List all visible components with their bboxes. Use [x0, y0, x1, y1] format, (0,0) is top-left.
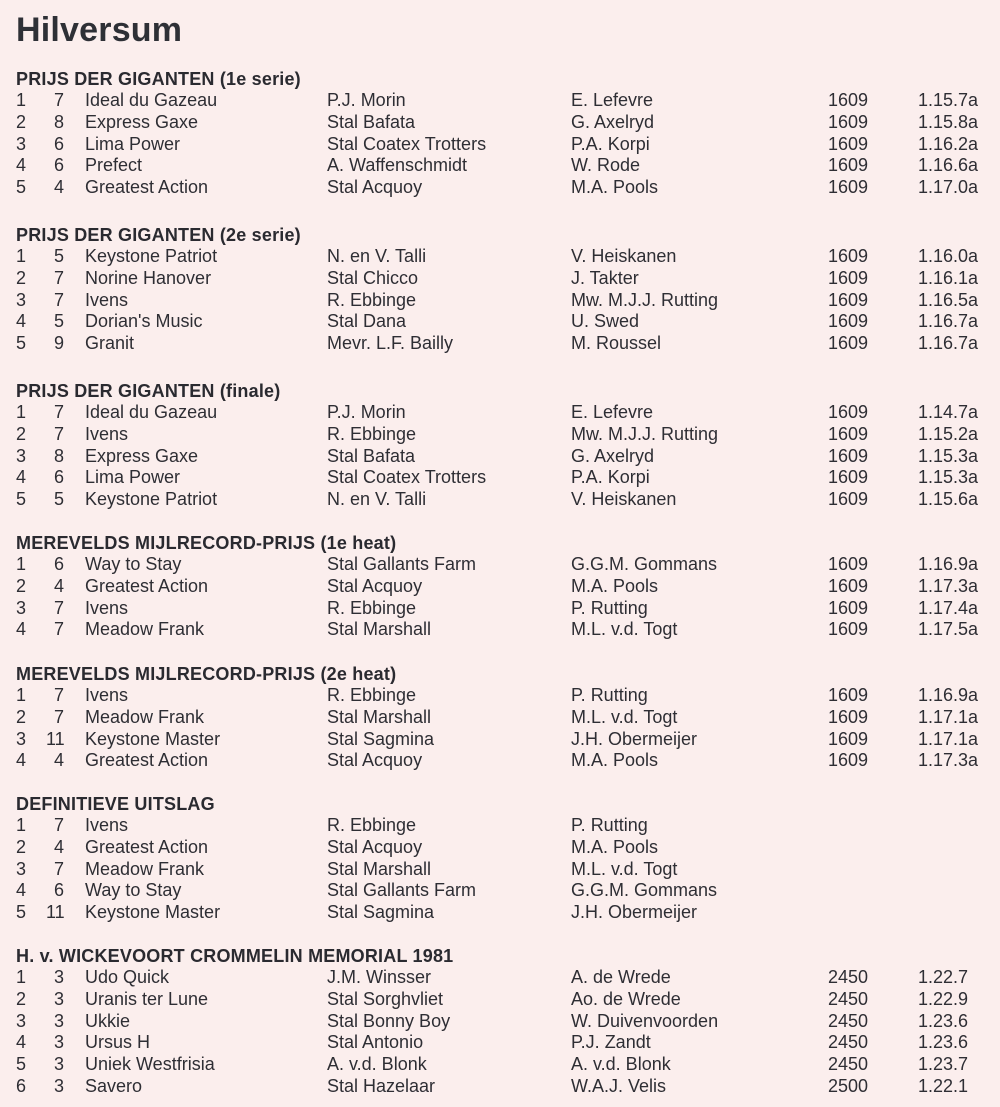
- horse-name: Meadow Frank: [85, 858, 205, 879]
- race-distance: 1609: [828, 597, 869, 618]
- owner-name: N. en V. Talli: [327, 246, 427, 266]
- owner-name: Stal Hazelaar: [327, 1075, 436, 1096]
- section-heading: MEREVELDS MIJLRECORD-PRIJS (2e heat): [16, 664, 397, 684]
- driver-name: G.G.M. Gommans: [571, 554, 718, 574]
- owner-name: Stal Coatex Trotters: [327, 467, 487, 488]
- race-distance: 1609: [828, 467, 869, 488]
- owner-name: R. Ebbinge: [327, 597, 417, 618]
- finish-position: 4: [15, 1032, 26, 1053]
- result-row: [0, 554, 1000, 576]
- finish-position: 4: [15, 880, 26, 901]
- finish-position: 4: [15, 155, 26, 176]
- start-number: 5: [53, 489, 64, 510]
- finish-position: 3: [15, 289, 26, 310]
- race-time: 1.22.7: [918, 967, 969, 987]
- finish-position: 2: [15, 111, 26, 132]
- owner-name: J.M. Winsser: [327, 967, 432, 987]
- finish-position: 3: [15, 728, 26, 749]
- driver-name: M.A. Pools: [571, 575, 659, 596]
- driver-name: A. v.d. Blonk: [571, 1054, 671, 1075]
- owner-name: Stal Sagmina: [327, 728, 435, 749]
- driver-name: J. Takter: [571, 267, 639, 288]
- owner-name: Stal Acquoy: [327, 750, 423, 771]
- owner-name: Stal Marshall: [327, 706, 432, 727]
- driver-name: Mw. M.J.J. Rutting: [571, 423, 719, 444]
- horse-name: Ideal du Gazeau: [85, 90, 218, 110]
- result-row: [0, 576, 1000, 598]
- horse-name: Greatest Action: [85, 836, 209, 857]
- finish-position: 3: [15, 133, 26, 154]
- race-distance: 1609: [828, 133, 869, 154]
- horse-name: Way to Stay: [85, 880, 182, 901]
- race-time: 1.22.9: [918, 988, 969, 1009]
- horse-name: Savero: [85, 1075, 143, 1096]
- horse-name: Ivens: [85, 423, 129, 444]
- driver-name: M.L. v.d. Togt: [571, 858, 678, 879]
- race-distance: 1609: [828, 289, 869, 310]
- horse-name: Way to Stay: [85, 554, 182, 574]
- finish-position: 4: [15, 619, 26, 640]
- horse-name: Udo Quick: [85, 967, 170, 987]
- race-time: 1.22.1: [918, 1075, 969, 1096]
- start-number: 4: [53, 177, 64, 198]
- driver-name: A. de Wrede: [571, 967, 671, 987]
- result-row: [0, 1076, 1000, 1098]
- race-time: 1.17.5a: [918, 619, 979, 640]
- race-distance: 2450: [828, 1032, 869, 1053]
- start-number: 6: [53, 554, 64, 574]
- finish-position: 5: [15, 489, 26, 510]
- result-row: [0, 902, 1000, 924]
- result-row: [0, 246, 1000, 268]
- result-row: [0, 619, 1000, 641]
- driver-name: J.H. Obermeijer: [571, 902, 698, 923]
- finish-position: 1: [15, 402, 26, 422]
- race-time: 1.23.7: [918, 1054, 969, 1075]
- horse-name: Lima Power: [85, 467, 181, 488]
- start-number: 5: [53, 246, 64, 266]
- horse-name: Norine Hanover: [85, 267, 212, 288]
- driver-name: J.H. Obermeijer: [571, 728, 698, 749]
- race-distance: 2450: [828, 967, 869, 987]
- driver-name: M. Roussel: [571, 333, 662, 354]
- owner-name: Stal Antonio: [327, 1032, 424, 1053]
- driver-name: W.A.J. Velis: [571, 1075, 667, 1096]
- finish-position: 2: [15, 575, 26, 596]
- result-row: [0, 489, 1000, 511]
- race-distance: 1609: [828, 111, 869, 132]
- results-list: [0, 246, 1000, 355]
- driver-name: E. Lefevre: [571, 90, 654, 110]
- race-time: 1.23.6: [918, 1010, 969, 1031]
- race-time: 1.15.7a: [918, 90, 979, 110]
- finish-position: 3: [15, 445, 26, 466]
- horse-name: Lima Power: [85, 133, 181, 154]
- results-list: [0, 685, 1000, 772]
- race-distance: 1609: [828, 177, 869, 198]
- finish-position: 1: [15, 90, 26, 110]
- owner-name: Stal Acquoy: [327, 177, 423, 198]
- horse-name: Express Gaxe: [85, 111, 199, 132]
- finish-position: 2: [15, 706, 26, 727]
- start-number: 7: [53, 90, 64, 110]
- driver-name: P.J. Zandt: [571, 1032, 651, 1053]
- start-number: 7: [53, 402, 64, 422]
- driver-name: V. Heiskanen: [571, 489, 677, 510]
- race-time: 1.16.9a: [918, 554, 979, 574]
- result-row: [0, 1054, 1000, 1076]
- race-distance: 1609: [828, 554, 869, 574]
- race-time: 1.16.5a: [918, 289, 979, 310]
- start-number: 6: [53, 133, 64, 154]
- result-row: [0, 311, 1000, 333]
- owner-name: Stal Gallants Farm: [327, 554, 477, 574]
- result-row: [0, 685, 1000, 707]
- finish-position: 3: [15, 597, 26, 618]
- owner-name: R. Ebbinge: [327, 423, 417, 444]
- start-number: 11: [46, 902, 65, 923]
- owner-name: A. v.d. Blonk: [327, 1054, 427, 1075]
- driver-name: M.A. Pools: [571, 177, 659, 198]
- horse-name: Ideal du Gazeau: [85, 402, 218, 422]
- race-distance: 1609: [828, 402, 869, 422]
- finish-position: 5: [15, 902, 26, 923]
- owner-name: Stal Marshall: [327, 619, 432, 640]
- driver-name: P. Rutting: [571, 685, 648, 705]
- driver-name: P. Rutting: [571, 815, 648, 835]
- section-heading: PRIJS DER GIGANTEN (2e serie): [16, 225, 301, 245]
- owner-name: Mevr. L.F. Bailly: [327, 333, 454, 354]
- driver-name: G. Axelryd: [571, 111, 655, 132]
- race-distance: 1609: [828, 155, 869, 176]
- result-row: [0, 1011, 1000, 1033]
- owner-name: Stal Bafata: [327, 111, 416, 132]
- horse-name: Express Gaxe: [85, 445, 199, 466]
- owner-name: Stal Chicco: [327, 267, 419, 288]
- result-row: [0, 155, 1000, 177]
- section-heading: H. v. WICKEVOORT CROMMELIN MEMORIAL 1981: [16, 946, 454, 966]
- horse-name: Greatest Action: [85, 177, 209, 198]
- horse-name: Greatest Action: [85, 750, 209, 771]
- race-distance: 1609: [828, 575, 869, 596]
- result-row: [0, 290, 1000, 312]
- race-time: 1.16.7a: [918, 311, 979, 332]
- owner-name: Stal Acquoy: [327, 575, 423, 596]
- race-time: 1.17.1a: [918, 706, 979, 727]
- result-row: [0, 859, 1000, 881]
- results-list: [0, 815, 1000, 924]
- horse-name: Uranis ter Lune: [85, 988, 209, 1009]
- race-distance: 2450: [828, 1010, 869, 1031]
- result-row: [0, 446, 1000, 468]
- race-time: 1.15.8a: [918, 111, 979, 132]
- driver-name: M.L. v.d. Togt: [571, 619, 678, 640]
- owner-name: Stal Sagmina: [327, 902, 435, 923]
- race-time: 1.17.0a: [918, 177, 979, 198]
- owner-name: Stal Coatex Trotters: [327, 133, 487, 154]
- horse-name: Meadow Frank: [85, 706, 205, 727]
- horse-name: Keystone Patriot: [85, 246, 218, 266]
- start-number: 7: [53, 685, 64, 705]
- result-row: [0, 729, 1000, 751]
- owner-name: Stal Gallants Farm: [327, 880, 477, 901]
- result-row: [0, 967, 1000, 989]
- race-distance: 1609: [828, 619, 869, 640]
- start-number: 3: [53, 1010, 64, 1031]
- owner-name: Stal Sorghvliet: [327, 988, 444, 1009]
- owner-name: N. en V. Talli: [327, 489, 427, 510]
- race-time: 1.17.3a: [918, 575, 979, 596]
- owner-name: Stal Bonny Boy: [327, 1010, 451, 1031]
- driver-name: M.L. v.d. Togt: [571, 706, 678, 727]
- owner-name: A. Waffenschmidt: [327, 155, 468, 176]
- finish-position: 4: [15, 311, 26, 332]
- driver-name: Mw. M.J.J. Rutting: [571, 289, 719, 310]
- owner-name: Stal Bafata: [327, 445, 416, 466]
- result-row: [0, 112, 1000, 134]
- start-number: 7: [53, 858, 64, 879]
- start-number: 5: [53, 311, 64, 332]
- page-title: Hilversum: [16, 11, 183, 49]
- finish-position: 6: [15, 1075, 26, 1096]
- driver-name: P. Rutting: [571, 597, 648, 618]
- driver-name: V. Heiskanen: [571, 246, 677, 266]
- race-distance: 1609: [828, 750, 869, 771]
- start-number: 3: [53, 1054, 64, 1075]
- start-number: 9: [53, 333, 64, 354]
- horse-name: Ursus H: [85, 1032, 151, 1053]
- race-distance: 1609: [828, 685, 869, 705]
- result-row: [0, 598, 1000, 620]
- driver-name: G. Axelryd: [571, 445, 655, 466]
- result-row: [0, 467, 1000, 489]
- driver-name: W. Duivenvoorden: [571, 1010, 719, 1031]
- horse-name: Keystone Master: [85, 728, 221, 749]
- horse-name: Meadow Frank: [85, 619, 205, 640]
- finish-position: 1: [15, 246, 26, 266]
- result-row: [0, 333, 1000, 355]
- result-row: [0, 268, 1000, 290]
- horse-name: Ivens: [85, 597, 129, 618]
- section-heading: MEREVELDS MIJLRECORD-PRIJS (1e heat): [16, 533, 397, 553]
- section-heading: PRIJS DER GIGANTEN (finale): [16, 381, 281, 401]
- horse-name: Ivens: [85, 685, 129, 705]
- finish-position: 2: [15, 423, 26, 444]
- owner-name: R. Ebbinge: [327, 815, 417, 835]
- result-row: [0, 815, 1000, 837]
- start-number: 7: [53, 289, 64, 310]
- start-number: 4: [53, 750, 64, 771]
- result-row: [0, 177, 1000, 199]
- race-time: 1.16.7a: [918, 333, 979, 354]
- result-row: [0, 837, 1000, 859]
- result-row: [0, 880, 1000, 902]
- finish-position: 1: [15, 554, 26, 574]
- race-time: 1.16.0a: [918, 246, 979, 266]
- race-distance: 1609: [828, 90, 869, 110]
- driver-name: M.A. Pools: [571, 750, 659, 771]
- start-number: 4: [53, 836, 64, 857]
- finish-position: 4: [15, 750, 26, 771]
- finish-position: 2: [15, 988, 26, 1009]
- driver-name: W. Rode: [571, 155, 641, 176]
- start-number: 3: [53, 1075, 64, 1096]
- horse-name: Dorian's Music: [85, 311, 203, 332]
- owner-name: P.J. Morin: [327, 90, 406, 110]
- start-number: 3: [53, 1032, 64, 1053]
- start-number: 7: [53, 597, 64, 618]
- race-time: 1.15.6a: [918, 489, 979, 510]
- race-distance: 1609: [828, 311, 869, 332]
- race-distance: 1609: [828, 333, 869, 354]
- race-time: 1.17.3a: [918, 750, 979, 771]
- finish-position: 1: [15, 967, 26, 987]
- finish-position: 3: [15, 858, 26, 879]
- horse-name: Prefect: [85, 155, 143, 176]
- result-row: [0, 750, 1000, 772]
- finish-position: 2: [15, 836, 26, 857]
- start-number: 7: [53, 423, 64, 444]
- race-time: 1.17.1a: [918, 728, 979, 749]
- race-distance: 1609: [828, 267, 869, 288]
- start-number: 7: [53, 706, 64, 727]
- race-time: 1.16.1a: [918, 267, 979, 288]
- horse-name: Granit: [85, 333, 135, 354]
- result-row: [0, 424, 1000, 446]
- horse-name: Ivens: [85, 815, 129, 835]
- driver-name: E. Lefevre: [571, 402, 654, 422]
- result-row: [0, 402, 1000, 424]
- section-heading: PRIJS DER GIGANTEN (1e serie): [16, 69, 301, 89]
- race-distance: 2500: [828, 1075, 869, 1096]
- driver-name: P.A. Korpi: [571, 133, 650, 154]
- race-time: 1.16.6a: [918, 155, 979, 176]
- start-number: 3: [53, 967, 64, 987]
- race-distance: 1609: [828, 489, 869, 510]
- section-heading: DEFINITIEVE UITSLAG: [16, 794, 215, 814]
- owner-name: P.J. Morin: [327, 402, 406, 422]
- results-list: [0, 402, 1000, 511]
- owner-name: R. Ebbinge: [327, 685, 417, 705]
- horse-name: Ivens: [85, 289, 129, 310]
- horse-name: Ukkie: [85, 1010, 131, 1031]
- horse-name: Greatest Action: [85, 575, 209, 596]
- result-row: [0, 989, 1000, 1011]
- race-distance: 1609: [828, 246, 869, 266]
- start-number: 6: [53, 155, 64, 176]
- result-row: [0, 134, 1000, 156]
- race-time: 1.15.3a: [918, 445, 979, 466]
- owner-name: R. Ebbinge: [327, 289, 417, 310]
- result-row: [0, 90, 1000, 112]
- race-distance: 1609: [828, 728, 869, 749]
- results-list: [0, 90, 1000, 199]
- driver-name: Ao. de Wrede: [571, 988, 681, 1009]
- owner-name: Stal Dana: [327, 311, 407, 332]
- finish-position: 2: [15, 267, 26, 288]
- start-number: 8: [53, 445, 64, 466]
- finish-position: 4: [15, 467, 26, 488]
- horse-name: Keystone Patriot: [85, 489, 218, 510]
- start-number: 7: [53, 619, 64, 640]
- finish-position: 5: [15, 1054, 26, 1075]
- race-time: 1.16.2a: [918, 133, 979, 154]
- driver-name: M.A. Pools: [571, 836, 659, 857]
- start-number: 6: [53, 880, 64, 901]
- result-row: [0, 707, 1000, 729]
- race-distance: 1609: [828, 706, 869, 727]
- start-number: 3: [53, 988, 64, 1009]
- finish-position: 3: [15, 1010, 26, 1031]
- race-time: 1.17.4a: [918, 597, 979, 618]
- finish-position: 1: [15, 685, 26, 705]
- race-time: 1.16.9a: [918, 685, 979, 705]
- horse-name: Keystone Master: [85, 902, 221, 923]
- driver-name: U. Swed: [571, 311, 640, 332]
- race-distance: 1609: [828, 445, 869, 466]
- horse-name: Uniek Westfrisia: [85, 1054, 215, 1075]
- start-number: 11: [46, 728, 65, 749]
- results-list: [0, 967, 1000, 1098]
- race-distance: 2450: [828, 988, 869, 1009]
- finish-position: 5: [15, 177, 26, 198]
- race-time: 1.15.2a: [918, 423, 979, 444]
- start-number: 7: [53, 815, 64, 835]
- result-row: [0, 1032, 1000, 1054]
- owner-name: Stal Marshall: [327, 858, 432, 879]
- driver-name: P.A. Korpi: [571, 467, 650, 488]
- start-number: 6: [53, 467, 64, 488]
- owner-name: Stal Acquoy: [327, 836, 423, 857]
- start-number: 7: [53, 267, 64, 288]
- driver-name: G.G.M. Gommans: [571, 880, 718, 901]
- race-time: 1.15.3a: [918, 467, 979, 488]
- race-distance: 2450: [828, 1054, 869, 1075]
- finish-position: 5: [15, 333, 26, 354]
- finish-position: 1: [15, 815, 26, 835]
- race-distance: 1609: [828, 423, 869, 444]
- results-list: [0, 554, 1000, 641]
- race-time: 1.23.6: [918, 1032, 969, 1053]
- start-number: 8: [53, 111, 64, 132]
- start-number: 4: [53, 575, 64, 596]
- race-time: 1.14.7a: [918, 402, 979, 422]
